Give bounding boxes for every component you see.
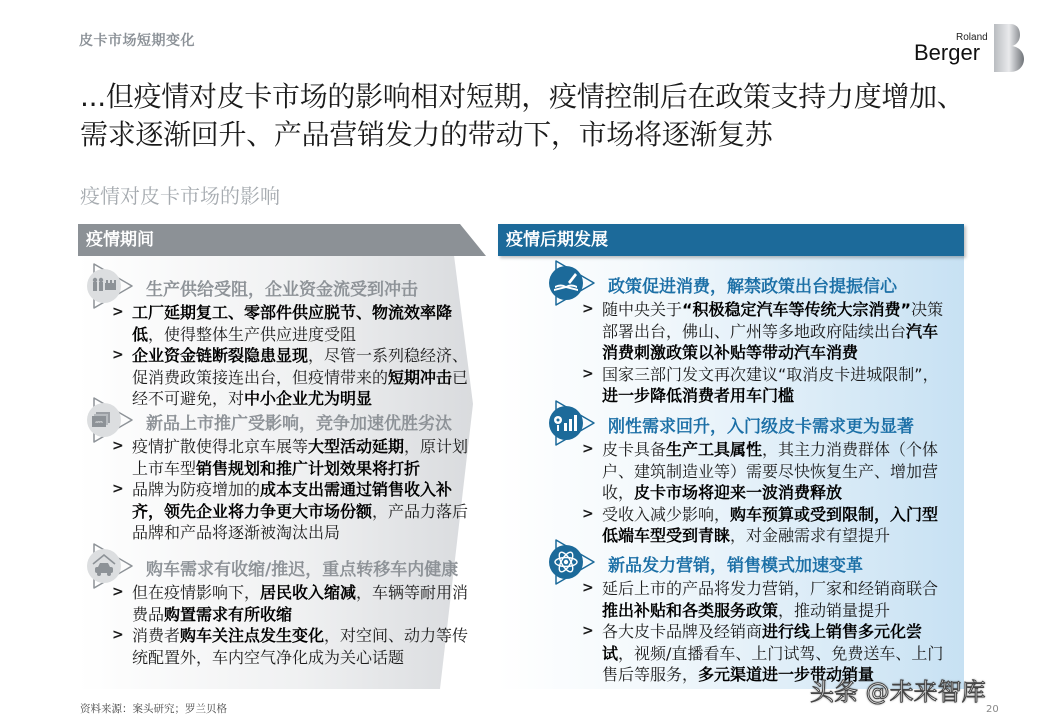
page-number: 20	[986, 704, 999, 715]
text: 各大皮卡品牌及经销商	[602, 622, 763, 641]
bold-text: 中小企业尤为明显	[244, 389, 373, 408]
bullet-list	[580, 439, 950, 547]
text: 已经不可避免，对	[132, 367, 469, 408]
bullet-item	[110, 479, 478, 544]
text: ，对金融需求有望提升	[730, 526, 891, 545]
section-heading: 购车需求有收缩/推迟，重点转移车内健康	[146, 560, 459, 580]
bullet-item	[110, 302, 478, 345]
text: 消费者	[132, 626, 181, 645]
panel-title-post: 疫情后期发展	[498, 224, 964, 256]
section-heading: 政策促进消费，解禁政策出台提振信心	[608, 277, 897, 297]
bold-text: 成本支出需通过销售收入补齐，领先企业将力争更大市场份额	[132, 480, 453, 521]
text: 品牌为防疫增加的	[132, 480, 261, 499]
bullet-list	[110, 436, 478, 544]
bullet-item	[580, 364, 950, 407]
text: 国家三部门发文再次建议“取消皮卡进城限制”，	[602, 364, 939, 384]
section-heading: 刚性需求回升，入门级皮卡需求更为显著	[608, 417, 914, 437]
bold-text: 工厂延期复工、零部件供应脱节、物流效率降低	[132, 303, 453, 344]
bold-text: 进一步降低消费者用车门槛	[602, 386, 795, 405]
bold-text: 汽车消费刺激政策以补贴等带动汽车消费	[602, 321, 939, 362]
text: 疫情扩散使得北京车展等	[132, 437, 309, 456]
bullet-item	[580, 299, 950, 364]
bold-text: 购车预算或受到限制，入门型低端车型受到青睐	[602, 504, 939, 545]
text: 决策部署出台，佛山、广州等多地政府陆续出台	[602, 300, 944, 341]
page-subtitle: 疫情对皮卡市场的影响	[80, 184, 280, 208]
text: ，其主力消费群体（个体户、建筑制造业等）需要尽快恢复生产、增加营收，	[602, 440, 939, 502]
logo-roland-text: Roland	[956, 32, 988, 43]
bullet-item	[110, 345, 478, 410]
bullet-list	[110, 582, 478, 668]
text: 延后上市的产品将发力营销，厂家和经销商联合	[602, 579, 939, 598]
bold-text: 生产工具属性	[666, 440, 763, 459]
roland-berger-logo	[912, 22, 1022, 74]
bold-text: 居民收入缩减	[260, 583, 357, 602]
bullet-item	[110, 582, 478, 625]
bold-text: 皮卡市场将迎来一波消费释放	[634, 483, 843, 502]
bullet-list	[110, 302, 478, 410]
text: ，产品力落后品牌和产品将逐渐被淘汰出局	[132, 501, 469, 542]
bullet-item	[580, 504, 950, 547]
bold-text: 购车关注点发生变化	[180, 626, 325, 645]
bold-text: 多元渠道进一步带动销量	[698, 665, 875, 684]
panel-during-epidemic	[78, 224, 508, 689]
text: 皮卡具备	[602, 440, 667, 459]
text: ，尽管一系列稳经济、促消费政策接连出台，但疫情带来的	[132, 346, 469, 387]
bold-text: “积极稳定汽车等传统大宗消费”	[682, 300, 912, 319]
bold-text: 推出补贴和各类服务政策	[602, 600, 779, 620]
b-logo-icon	[994, 24, 1024, 72]
source-note: 资料来源：案头研究；罗兰贝格	[80, 703, 227, 715]
section-heading: 新品发力营销，销售模式加速变革	[608, 556, 863, 576]
svg-text:APPS: APPS	[95, 420, 103, 424]
text: ，视频/直播看车、上门试驾、免费送车、上门售后等服务，	[602, 643, 944, 684]
text: 但在疫情影响下，	[132, 583, 261, 602]
watermark: 头条 @未来智库	[810, 678, 986, 706]
bold-text: 企业资金链断裂隐患显现	[132, 346, 309, 365]
bold-text: 购置需求有所收缩	[164, 604, 293, 624]
bold-text: 进行线上销售多元化尝试	[602, 622, 923, 663]
bullet-item	[110, 436, 478, 479]
text: ，车辆等耐用消费品	[132, 583, 469, 624]
bullet-item	[110, 625, 478, 668]
bullet-list	[580, 299, 950, 407]
text: 随中央关于	[602, 300, 683, 319]
bullet-item	[580, 578, 950, 621]
bold-text: 短期冲击	[388, 367, 453, 387]
bold-text: 大型活动延期	[308, 437, 405, 456]
bullet-item	[580, 439, 950, 504]
panel-post-epidemic	[498, 224, 976, 689]
panel-title-during: 疫情期间	[86, 230, 154, 250]
text: ，原计划上市车型	[132, 437, 469, 478]
text: 受收入减少影响，	[602, 504, 731, 524]
bold-text: 销售规划和推广计划效果将打折	[196, 458, 421, 478]
text: ，使得整体生产供应进度受阻	[148, 324, 357, 344]
section-heading: 新品上市推广受影响，竞争加速优胜劣汰	[146, 414, 452, 434]
text: ，对空间、动力等传统配置外，车内空气净化成为关心话题	[132, 626, 469, 667]
text: ，推动销量提升	[778, 600, 891, 620]
logo-berger-text: Berger	[914, 40, 981, 65]
page-title: ...但疫情对皮卡市场的影响相对短期，疫情控制后在政策支持力度增加、需求逐渐回升、产品营销发力的带动下，市场将逐渐复苏	[80, 80, 965, 151]
section-heading: 生产供给受阻，企业资金流受到冲击	[146, 280, 418, 300]
bullet-list	[580, 578, 950, 686]
section-tag: 皮卡市场短期变化	[79, 33, 195, 49]
